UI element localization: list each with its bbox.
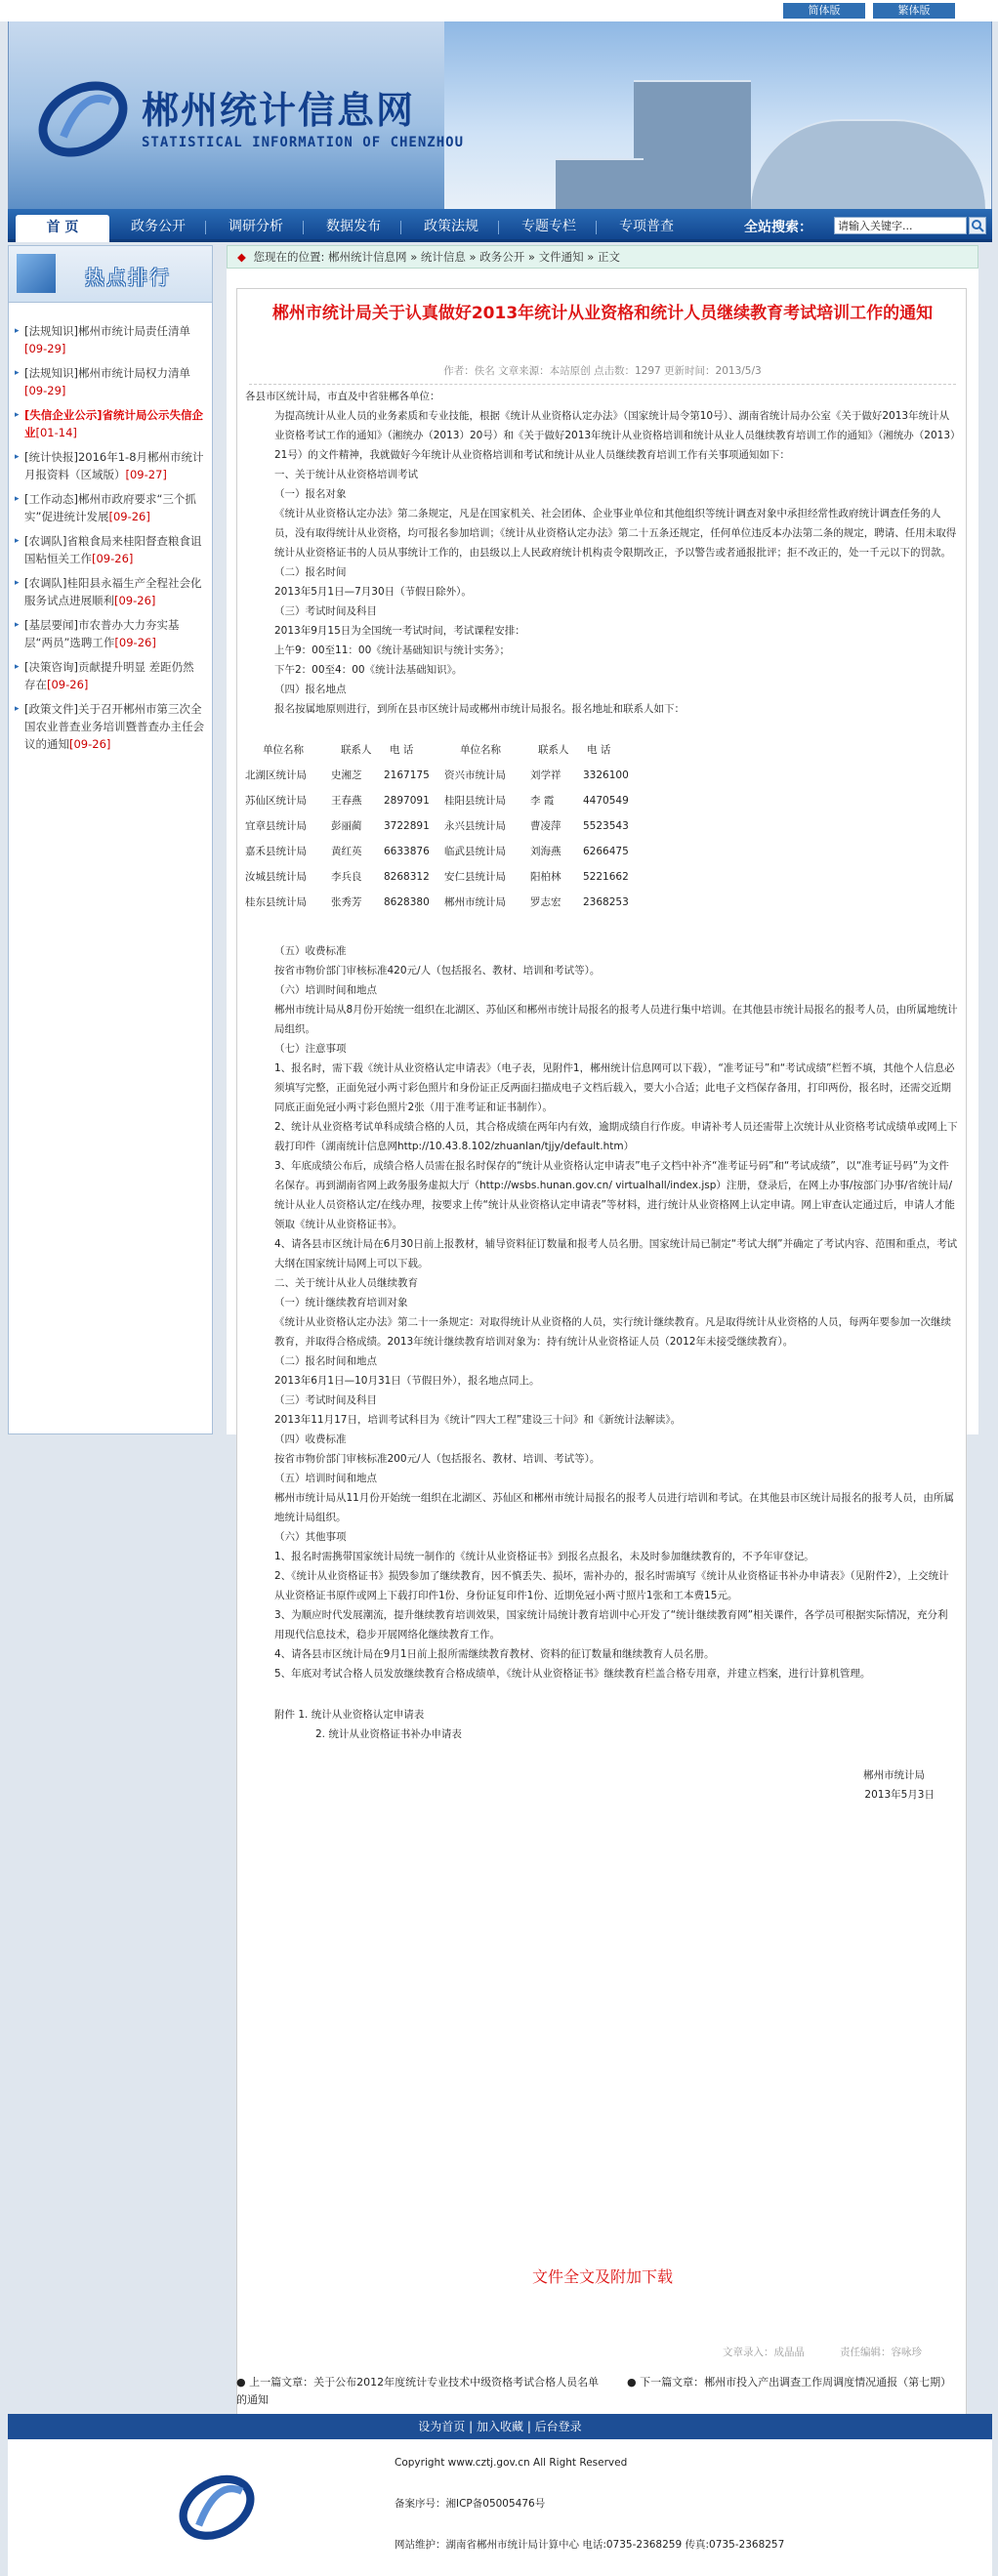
table-cell: 曹凌萍 (530, 820, 561, 832)
table-cell: 8628380 (384, 896, 430, 908)
subsection-heading: （三）考试时间及科目 (274, 1394, 377, 1406)
subsection-heading: （一）报名对象 (274, 488, 347, 500)
list-item[interactable]: ▸ [统计快报]2016年1-8月郴州市统计月报资料（区域版）[09-27] (15, 448, 204, 483)
table-row (245, 791, 958, 816)
table-cell: 李兵良 (331, 871, 362, 883)
signature-org: 郴州市统计局 (863, 1769, 925, 1781)
next-article[interactable]: ● 下一篇文章：郴州市投入产出调查工作周调度情况通报（第七期） (627, 2376, 952, 2389)
subsection-heading: （五）收费标准 (274, 945, 347, 957)
paragraph: 3、年底成绩公布后，成绩合格人员需在报名时保存的“统计从业资格认定申请表”电子文档中补齐“准考证号码”和“考试成绩”，以“准考证号码”为文件名保存。再到湖南省网上政务服务虚拟大厅（http://wsbs.hunan.gov.cn/ virtualhall/index.jsp）注册，登录后，在网上办事/按部门办事/省统计局/统计从业人员资格认定/在线办理，按要求上传“统计从业资格认定申请表”等材料，进行统计从业资格网上认定申请。网上审查认定通过后，申请人才能领取《统计从业资格证书》。 (274, 1160, 955, 1230)
sidebar-title: 热点排行 (85, 266, 171, 289)
footer-logo-icon (172, 2461, 262, 2551)
paragraph: 3、为顺应时代发展潮流，提升继续教育培训效果，国家统计局统计教育培训中心开发了“统计继续教育网”相关课件，各学员可根据实际情况，充分利用现代信息技术，稳步开展网络化继续教育工作。 (274, 1609, 948, 1641)
paragraph: 上午9：00至11：00《统计基础知识与统计实务》； (274, 644, 511, 656)
subsection-heading: （七）注意事项 (274, 1043, 347, 1055)
table-cell: 郴州市统计局 (444, 896, 506, 908)
table-header-cell: 单位名称 (460, 744, 501, 756)
paragraph: 2、《统计从业资格证书》损毁参加了继续教育，因不慎丢失、损坏，需补办的，报名时需填写《统计从业资格证书补办申请表》（见附件2），上交统计从业资格证书原件或网上下载打印件1份、身份证复印件1份、近期免冠小两寸照片1张和工本费15元。 (274, 1570, 949, 1601)
paragraph: 2、统计从业资格考试单科成绩合格的人员，其合格成绩在两年内有效，逾期成绩自行作废。申请补考人员还需带上次统计从业资格考试成绩单或网上下载打印件（湖南统计信息网http://10.43.8.102/zhuanlan/tjjy/default.htm） (274, 1121, 958, 1152)
set-homepage-link[interactable]: 设为首页 (418, 2420, 466, 2433)
table-row (245, 766, 958, 791)
hot-ranking-sidebar (8, 245, 213, 1434)
table-cell: 张秀芳 (331, 896, 362, 908)
table-cell: 黄红英 (331, 846, 362, 857)
table-row (245, 893, 958, 918)
table-cell: 苏仙区统计局 (245, 795, 307, 807)
paragraph: 1、报名时需携带国家统计局统一制作的《统计从业资格证书》到报名点报名，未及时参加继续教育的，不予年审登记。 (274, 1551, 814, 1562)
paragraph: 《统计从业资格认定办法》第二条规定，凡是在国家机关、社会团体、企业事业单位和其他组织等统计调查对象中承担经常性政府统计调查任务的人员，没有取得统计从业资格，均可报名参加培训；《统计从业资格认定办法》第二十五条还规定，任何单位违反本办法第二条的规定，聘请、任用未取得统计从业资格证书的人员从事统计工作的，由县级以上人民政府统计机构责令限期改正，予以警告或者通报批评；拒不改正的，处一千元以下的罚款。 (274, 508, 957, 559)
breadcrumb-link[interactable]: 郴州统计信息网 (328, 250, 407, 264)
paragraph: 郴州市统计局从11月份开始统一组织在北湖区、苏仙区和郴州市统计局报名的报考人员进行培训和考试。在其他县市区统计局报名的报考人员，由所属地统计局组织。 (274, 1492, 954, 1523)
subsection-heading: （四）报名地点 (274, 684, 347, 695)
table-header-cell: 联系人 (538, 744, 569, 756)
table-cell: 永兴县统计局 (444, 820, 506, 832)
nav-home[interactable]: 首 页 (16, 215, 109, 242)
nav-separator (303, 221, 304, 234)
paragraph: 为提高统计从业人员的业务素质和专业技能，根据《统计从业资格认定办法》（国家统计局令第10号）、湖南省统计局办公室《关于做好2013年统计从业资格考试工作的通知》（湘统办（2013）20号）和《关于做好2013年统计从业资格培训和统计从业人员继续教育培训工作的通知》（湘统办（2013）21号）的文件精神，我就做好今年统计从业资格培训和考试和统计从业人员继续教育培训工作有关事项通知如下： (274, 410, 956, 461)
breadcrumb-link[interactable]: 统计信息 (420, 250, 466, 264)
site-subtitle: STATISTICAL INFORMATION OF CHENZHOU (142, 135, 465, 150)
table-cell: 3326100 (583, 769, 629, 781)
table-cell: 4470549 (583, 795, 629, 807)
list-item[interactable]: ▸ [失信企业公示]省统计局公示失信企业[01-14] (15, 406, 204, 441)
nav-separator (498, 221, 499, 234)
attachments-label: 附件 (274, 1709, 295, 1721)
section-heading: 一、关于统计从业资格培训考试 (274, 469, 418, 480)
list-item[interactable]: ▸ [农调队]省粮食局来桂阳督查粮食诅国粘恒关工作[09-26] (15, 532, 204, 567)
location-icon: ◆ (237, 250, 246, 264)
paragraph: 5、年底对考试合格人员发放继续教育合格成绩单，《统计从业资格证书》继续教育栏盖合格专用章，并建立档案，进行计算机管理。 (274, 1668, 871, 1680)
hot-list (9, 303, 212, 753)
table-cell: 王春燕 (331, 795, 362, 807)
search-icon (970, 218, 985, 233)
footer (8, 2439, 992, 2576)
admin-login-link[interactable]: 后台登录 (534, 2420, 582, 2433)
building-illustration-2 (556, 158, 644, 209)
table-cell: 刘学祥 (530, 769, 561, 781)
download-link[interactable]: 文件全文及附加下载 (531, 2267, 673, 2286)
nav-special-topics[interactable]: 专题专栏 (521, 219, 576, 234)
breadcrumb-prefix: 您现在的位置: (253, 250, 325, 264)
table-cell: 资兴市统计局 (444, 769, 506, 781)
top-bar (0, 0, 998, 21)
subsection-heading: （二）报名时间 (274, 566, 347, 578)
table-cell: 5523543 (583, 820, 629, 832)
section-heading: 二、关于统计从业人员继续教育 (274, 1277, 418, 1289)
list-item[interactable]: ▸ [基层要闻]市农普办大力夯实基层“两员”选聘工作[09-26] (15, 616, 204, 651)
table-cell: 汝城县统计局 (245, 871, 307, 883)
paragraph: 2013年9月15日为全国统一考试时间，考试课程安排： (274, 625, 525, 637)
maintainer-info: 网站维护：湖南省郴州市统计局计算中心 电话:0735-2368259 传真:0735-2368257 (395, 2539, 785, 2551)
paragraph: 郴州市统计局从8月份开始统一组织在北湖区、苏仙区和郴州市统计局报名的报考人员进行集中培训。在其他县市统计局报名的报考人员，由所属地统计局组织。 (274, 1004, 958, 1035)
search-button[interactable] (969, 217, 986, 234)
list-item[interactable]: ▸ [法规知识]郴州市统计局责任清单[09-29] (15, 322, 204, 357)
attachment-link[interactable]: 2. 统计从业资格证书补办申请表 (315, 1728, 462, 1740)
nav-census[interactable]: 专项普查 (619, 219, 674, 234)
paragraph: 1、报名时，需下载《统计从业资格认定申请表》（电子表，见附件1，郴州统计信息网可以下载），“准考证号”和“考试成绩”栏暂不填，其他个人信息必须填写完整，正面免冠小两寸彩色照片和身份证正反两面扫描成电子文档后载入，要大小合适；此电子文档保存备用，打印两份，报名时，还需交近期同底正面免冠小两寸彩色照片2张（用于准考证和证书制作）。 (274, 1062, 955, 1113)
sidebar-header (9, 246, 212, 303)
list-item[interactable]: ▸ [政策文件]关于召开郴州市第三次全国农业普查业务培训暨普查办主任会议的通知[09-26] (15, 700, 204, 753)
table-row (245, 842, 958, 867)
table-cell: 6266475 (583, 846, 629, 857)
entry-editor: 责任编辑：容咏珍 (840, 2347, 922, 2358)
site-logo-icon (34, 68, 132, 166)
paragraph: 4、请各县市区统计局在6月30日前上报教材，辅导资料征订数量和报考人员名册。国家统计局已制定“考试大纲”并确定了考试内容、范围和重点，考试大纲在国家统计局网上可以下载。 (274, 1238, 958, 1269)
paragraph: 下午2：00至4：00《统计法基础知识》。 (274, 664, 463, 676)
table-cell: 阳柏林 (530, 871, 561, 883)
table-cell: 嘉禾县统计局 (245, 846, 307, 857)
paragraph: 报名按属地原则进行，到所在县市区统计局或郴州市统计局报名。报名地址和联系人如下： (274, 703, 685, 715)
simplified-link[interactable]: 简体版 (783, 3, 865, 19)
table-header-cell: 单位名称 (263, 744, 304, 756)
table-cell: 8268312 (384, 871, 430, 883)
paragraph: 2013年5月1日—7月30日（节假日除外）。 (274, 586, 472, 598)
nav-gov-affairs[interactable]: 政务公开 (131, 219, 186, 234)
article-title: 郴州市统计局关于认真做好2013年统计从业资格和统计人员继续教育考试培训工作的通知 (271, 304, 934, 323)
site-banner (8, 21, 992, 209)
nav-separator (596, 221, 597, 234)
table-cell: 北湖区统计局 (245, 769, 307, 781)
table-row (245, 867, 958, 893)
nav-policy[interactable]: 政策法规 (424, 219, 478, 234)
table-cell: 2368253 (583, 896, 629, 908)
paragraph: 按省市物价部门审核标准420元/人（包括报名、教材、培训和考试等）。 (274, 965, 601, 976)
cube-icon (17, 254, 56, 293)
subsection-heading: （四）收费标准 (274, 1433, 347, 1445)
language-links (775, 3, 955, 19)
table-cell: 5221662 (583, 871, 629, 883)
table-cell: 2897091 (384, 795, 430, 807)
paragraph: 2013年11月17日，培训考试科目为《统计“四大工程”建设三十问》和《新统计法解读》。 (274, 1414, 682, 1426)
attachments (245, 1705, 958, 1724)
main-content (227, 245, 978, 2406)
paragraph: 2013年6月1日—10月31日（节假日外），报名地点同上。 (274, 1375, 540, 1387)
add-favorite-link[interactable]: 加入收藏 (476, 2420, 523, 2433)
table-cell: 李 霞 (530, 795, 555, 807)
article-meta: 作者：佚名 文章来源：本站原创 点击数：1297 更新时间：2013/5/3 (249, 363, 956, 385)
table-cell: 罗志宏 (530, 896, 561, 908)
salutation: 各县市区统计局，市直及中省驻郴各单位： (245, 391, 440, 402)
signature-date: 2013年5月3日 (864, 1789, 935, 1801)
site-title: 郴州统计信息网 (142, 89, 416, 132)
footer-nav: 设为首页 | 加入收藏 | 后台登录 (8, 2414, 992, 2439)
table-cell: 临武县统计局 (444, 846, 506, 857)
nav-data-release[interactable]: 数据发布 (326, 219, 381, 234)
table-cell: 3722891 (384, 820, 430, 832)
nav-separator (400, 221, 401, 234)
icp-number: 备案序号：湘ICP备05005476号 (395, 2498, 546, 2510)
table-cell: 彭丽蔺 (331, 820, 362, 832)
subsection-heading: （三）考试时间及科目 (274, 605, 377, 617)
nav-separator (205, 221, 206, 234)
copyright: Copyright www.cztj.gov.cn All Right Reserved (395, 2457, 628, 2469)
subsection-heading: （一）统计继续教育培训对象 (274, 1297, 408, 1309)
main-nav (8, 209, 992, 242)
prev-article[interactable]: ● 上一篇文章：关于公布2012年度统计专业技术中级资格考试合格人员名单的通知 (236, 2376, 600, 2406)
search-input[interactable] (834, 217, 967, 234)
building-illustration (634, 80, 751, 209)
breadcrumb-link[interactable]: 文件通知 (538, 250, 584, 264)
subsection-heading: （二）报名时间和地点 (274, 1355, 377, 1367)
table-row (245, 816, 958, 842)
search-label: 全站搜索： (744, 220, 812, 235)
list-item[interactable]: ▸ [法规知识]郴州市统计局权力清单[09-29] (15, 364, 204, 399)
breadcrumb-link[interactable]: 政务公开 (479, 250, 525, 264)
table-cell: 刘海燕 (530, 846, 561, 857)
nav-research[interactable]: 调研分析 (229, 219, 283, 234)
paragraph: 4、请各县市区统计局在9月1日前上报所需继续教育教材、资料的征订数量和继续教育人员名册。 (274, 1648, 715, 1660)
attachment-link[interactable]: 1. 统计从业资格认定申请表 (298, 1709, 425, 1721)
list-item[interactable]: ▸ [决策咨询]贡献提升明显 差距仍然存在[09-26] (15, 658, 204, 693)
breadcrumb: ◆ 您现在的位置: 郴州统计信息网 » 统计信息 » 政务公开 » 文件通知 » 正文 (227, 245, 978, 269)
table-cell: 桂东县统计局 (245, 896, 307, 908)
table-cell: 史湘芝 (331, 769, 362, 781)
contacts-table (245, 740, 958, 941)
subsection-heading: （五）培训时间和地点 (274, 1473, 377, 1484)
paragraph: 按省市物价部门审核标准200元/人（包括报名、教材、培训、考试等）。 (274, 1453, 601, 1465)
table-header-cell: 电 话 (587, 744, 611, 756)
table-cell: 宜章县统计局 (245, 820, 307, 832)
table-header-cell: 联系人 (341, 744, 372, 756)
table-header-row (245, 740, 958, 766)
table-cell: 桂阳县统计局 (444, 795, 506, 807)
list-item[interactable]: ▸ [工作动态]郴州市政府要求“三个抓实”促进统计发展[09-26] (15, 490, 204, 525)
article (236, 288, 967, 2417)
entry-user: 文章录入：成晶晶 (723, 2347, 805, 2358)
table-header-cell: 电 话 (390, 744, 414, 756)
subsection-heading: （六）培训时间和地点 (274, 984, 377, 996)
article-body (245, 387, 958, 1805)
table-cell: 2167175 (384, 769, 430, 781)
table-cell: 安仁县统计局 (444, 871, 506, 883)
breadcrumb-current: 正文 (597, 250, 620, 264)
traditional-link[interactable]: 繁体版 (873, 3, 955, 19)
list-item[interactable]: ▸ [农调队]桂阳县永福生产全程社会化服务试点进展顺利[09-26] (15, 574, 204, 609)
table-cell: 6633876 (384, 846, 430, 857)
paragraph: 《统计从业资格认定办法》第二十一条规定：对取得统计从业资格的人员，实行统计继续教育。凡是取得统计从业资格的人员，每两年要参加一次继续教育，并取得合格成绩。2013年统计继续教育培训对象为：持有统计从业资格证人员（2012年未接受继续教育）。 (274, 1316, 951, 1348)
subsection-heading: （六）其他事项 (274, 1531, 347, 1543)
